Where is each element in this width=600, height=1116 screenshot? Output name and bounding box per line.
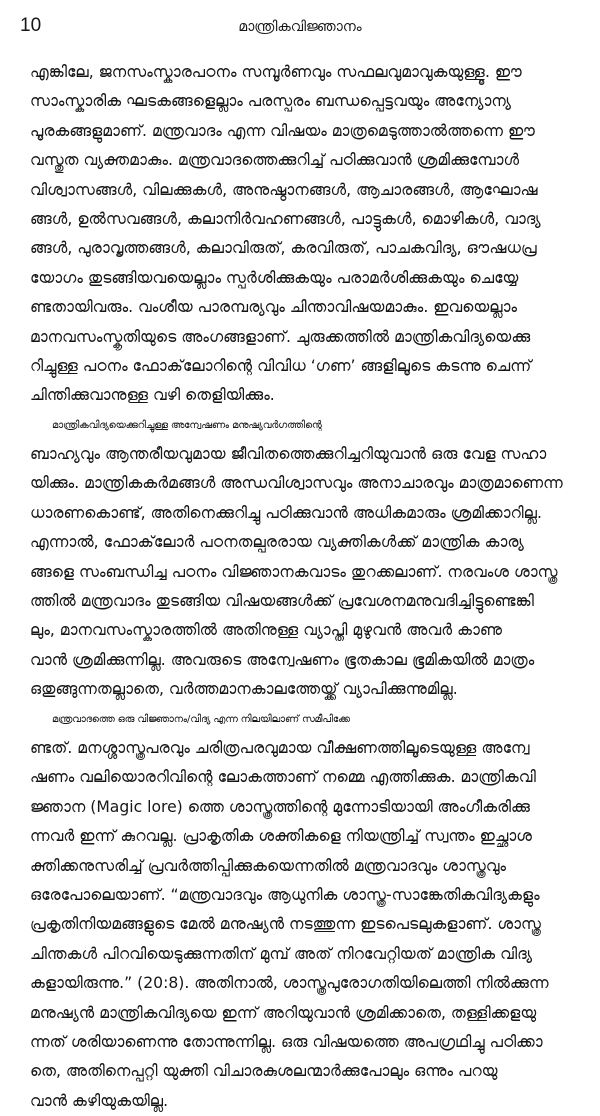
text-line: ങ്ങൾ, ഉൽസവങ്ങൾ, കലാനിർവഹണങ്ങൾ, പാട്ടുകൾ, മൊഴികൾ, വാദ്യ: [30, 209, 541, 228]
body-text: [30, 58, 578, 1116]
text-line: യോഗം തുടങ്ങിയവയെല്ലാം സ്പർശിക്കുകയും പരാമർശിക്കുകയും ചെയ്യേ: [30, 268, 519, 287]
page-number: 10: [20, 15, 42, 36]
text-line: ന്നത് ശരിയാണെന്നു തോന്നുന്നില്ല. ഒരു വിഷയത്തെ അപഗ്രഥിച്ചു പഠിക്കാ: [30, 1032, 543, 1051]
text-line: പൂരകങ്ങളുമാണ്. മന്ത്രവാദം എന്ന വിഷയം മാത്രമെടുത്താൽത്തന്നെ ഈ: [30, 121, 535, 140]
paragraph: [30, 411, 578, 705]
page-header: [20, 14, 580, 40]
text-line: എന്നാൽ, ഫോക്‌ലോർ പഠനതല്പരരായ വ്യക്തികൾക്ക് മാന്ത്രിക കാര്യ: [30, 533, 524, 552]
text-line: മന്ത്രവാദത്തെ ഒരു വിജ്ഞാനം/വിദ്യ എന്ന നിലയിലാണ് സമീപിക്കേ: [52, 713, 350, 725]
text-line: വസ്തുത വ്യക്തമാകും. മന്ത്രവാദത്തെക്കുറിച്ച് പഠിക്കുവാൻ ശ്രമിക്കുമ്പോൾ: [30, 151, 520, 170]
text-line: കളായിരുന്നു.” (20:8). അതിനാൽ, ശാസ്ത്രപുരോഗതിയിലെത്തി നിൽക്കുന്ന: [30, 974, 549, 993]
text-line: മാന്ത്രികവിദ്യയെക്കുറിച്ചുള്ള അന്വേഷണം മനുഷ്യവർഗത്തിന്റെ: [52, 419, 322, 431]
text-line: എങ്കിലേ, ജനസംസ്കാരപഠനം സമ്പൂർണവും സഫലവുമാവുകയുള്ളൂ. ഈ: [30, 63, 522, 81]
text-line: ജ്ഞാന (Magic lore) ത്തെ ശാസ്ത്രത്തിന്റെ മുന്നോടിയായി അംഗീകരിക്കു: [30, 797, 531, 816]
text-line: ചിന്തകൾ പിറവിയെടുക്കുന്നതിന് മുമ്പ് അത് നിറവേറ്റിയത് മാന്ത്രിക വിദ്യ: [30, 944, 533, 963]
text-line: ത്തിൽ മന്ത്രവാദം തുടങ്ങിയ വിഷയങ്ങൾക്ക് പ്രവേശനമനുവദിച്ചിട്ടുണ്ടെങ്കി: [30, 592, 534, 611]
text-line: പ്രകൃതിനിയമങ്ങളുടെ മേൽ മനുഷ്യൻ നടത്തുന്ന ഇടപെടലുകളാണ്. ശാസ്ത്ര: [30, 915, 542, 934]
text-line: മനുഷ്യൻ മാന്ത്രികവിദ്യയെ ഇന്ന് അറിയുവാൻ ശ്രമിക്കാതെ, തള്ളിക്കളയു: [30, 1003, 537, 1022]
paragraph: [30, 705, 578, 1116]
running-head-title: മാന്ത്രികവിജ്ഞാനം: [238, 19, 362, 35]
text-line: ഒരേപോലെയാണ്. “മന്ത്രവാദവും ആധുനിക ശാസ്ത്ര-സാങ്കേതികവിദ്യകളും: [30, 885, 540, 904]
text-line: സാംസ്കാരിക ഘടകങ്ങളെല്ലാം പരസ്പരം ബന്ധപ്പെട്ടവയും അന്യോന്യ: [30, 92, 512, 111]
text-line: ണ്ടത്. മനശ്ശാസ്ത്രപരവും ചരിത്രപരവുമായ വീക്ഷണത്തിലൂടെയുള്ള അന്വേ: [30, 738, 530, 757]
paragraph: [30, 58, 578, 411]
text-line: യിക്കും. മാന്ത്രികകർമങ്ങൾ അന്ധവിശ്വാസവും അനാചാരവും മാത്രമാണെന്ന: [30, 474, 563, 493]
text-line: ണ്ടതായിവരും. വംശീയ പാരമ്പര്യവും ചിന്താവിഷയമാകും. ഇവയെല്ലാം: [30, 298, 518, 317]
text-line: ധാരണകൊണ്ട്, അതിനെക്കുറിച്ചു പഠിക്കുവാൻ അധികമാരും ശ്രമിക്കാറില്ല.: [30, 503, 542, 522]
text-line: ലും, മാനവസംസ്കാരത്തിൽ അതിനുള്ള വ്യാപ്തി മുഴുവൻ അവർ കാണു: [30, 621, 503, 640]
text-line: വിശ്വാസങ്ങൾ, വിലക്കുകൾ, അനുഷ്ഠാനങ്ങൾ, ആചാരങ്ങൾ, ആഘോഷ: [30, 180, 538, 199]
text-line: ചിന്തിക്കുവാനുള്ള വഴി തെളിയിക്കും.: [30, 386, 275, 405]
text-line: തെ, അതിനെപ്പറ്റി യുക്തി വിചാരകുശലന്മാർക്കുപോലും ഒന്നും പറയു: [30, 1062, 498, 1081]
text-line: വാൻ കഴിയുകയില്ല.: [30, 1091, 169, 1110]
text-line: ങ്ങൾ, പുരാവൃത്തങ്ങൾ, കലാവിരുത്, കരവിരുത്, പാചകവിദ്യ, ഔഷധപ്ര: [30, 239, 537, 258]
text-line: ബാഹ്യവും ആന്തരീയവുമായ ജീവിതത്തെക്കുറിച്ചറിയുവാൻ ഒരു വേള സഹാ: [30, 445, 547, 464]
text-line: വാൻ ശ്രമിക്കുന്നില്ല. അവരുടെ അന്വേഷണം ഭൂതകാല ഭൂമികയിൽ മാത്രം: [30, 650, 535, 669]
text-line: റിച്ചുള്ള പഠനം ഫോക്‌ലോറിന്റെ വിവിധ ‘ഗണ’ ങ്ങളിലൂടെ കടന്നു ചെന്ന്: [30, 356, 532, 375]
text-line: ക്തിക്കനുസരിച്ച് പ്രവർത്തിപ്പിക്കുകയെന്നതിൽ മന്ത്രവാദവും ശാസ്ത്രവും: [30, 856, 507, 875]
text-line: ന്നവർ ഇന്ന് കുറവല്ല. പ്രാകൃതിക ശക്തികളെ നിയന്ത്രിച്ച് സ്വന്തം ഇച്ഛാശ: [30, 827, 533, 846]
text-line: ഷണം വലിയൊരറിവിന്റെ ലോകത്താണ് നമ്മെ എത്തിക്കുക. മാന്ത്രികവി: [30, 768, 536, 787]
text-line: ങ്ങളെ സംബന്ധിച്ച പഠനം വിജ്ഞാനകവാടം തുറക്കലാണ്. നരവംശ ശാസ്ത്ര: [30, 562, 558, 581]
text-line: മാനവസംസ്കൃതിയുടെ അംഗങ്ങളാണ്. ചുരുക്കത്തിൽ മാന്ത്രികവിദ്യയെക്കു: [30, 327, 531, 346]
text-line: ഒതുങ്ങുന്നതല്ലാതെ, വർത്തമാനകാലത്തേയ്ക്ക് വ്യാപിക്കുന്നുമില്ല.: [30, 680, 458, 699]
